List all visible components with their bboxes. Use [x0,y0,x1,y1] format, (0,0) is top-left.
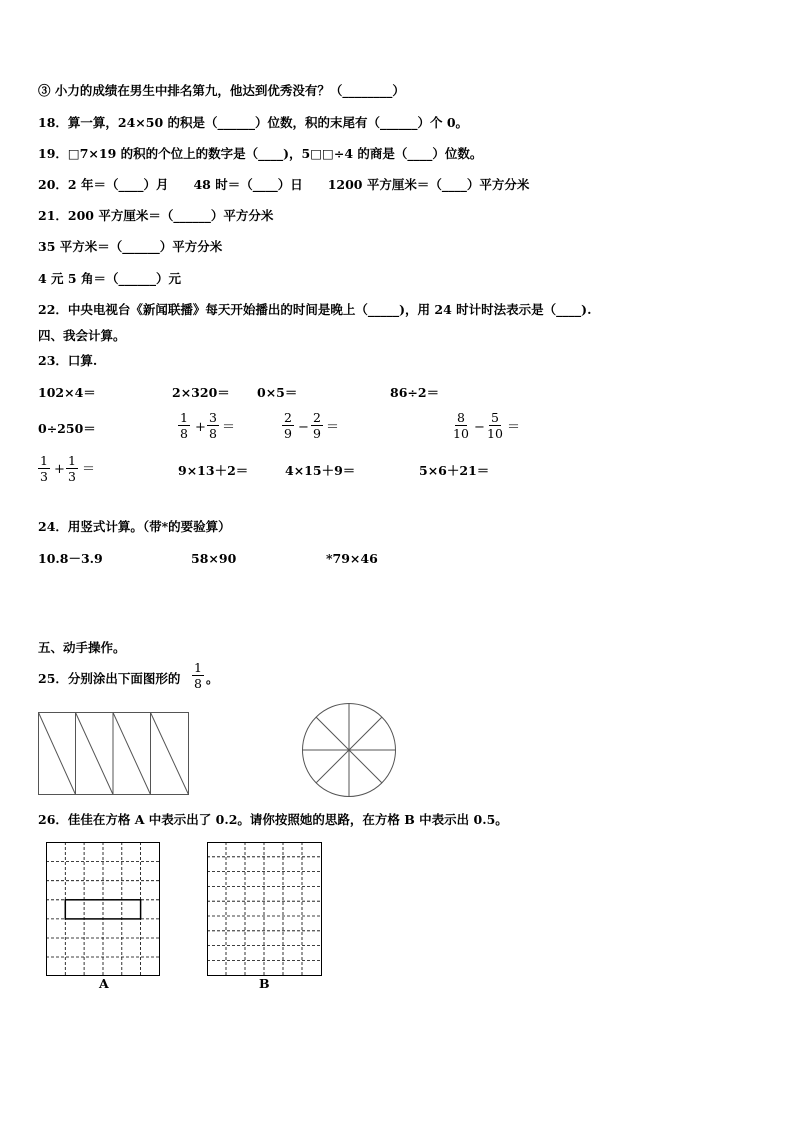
vertical-calc-item: 58×90 [191,551,237,566]
question-23: 23．口算. [38,353,98,368]
oral-item: 4×15＋9＝ [285,463,356,478]
section-5-heading: 五、动手操作。 [38,640,126,655]
grid-b-label: B [259,976,270,991]
fraction: $\frac{1}{8}$ [180,410,188,441]
question-26: 26．佳佳在方格 A 中表示出了 0.2。请你按照她的思路，在方格 B 中表示出 0.5。 [38,812,508,827]
question-19: 19．□7×19 的积的个位上的数字是（____)，5□□÷4 的商是（____）位数。 [38,146,483,161]
oral-item: 86÷2＝ [390,385,440,400]
question-21-line3: 4 元 5 角＝（______）元 [38,271,181,286]
equals: ＝ [82,462,96,477]
question-21: 21．200 平方厘米＝（______）平方分米 [38,208,274,223]
fraction: $\frac{2}{9}$ [284,410,292,441]
question-20: 20．2 年＝（____）月 48 时＝（____）日 1200 平方厘米＝（____）平方分米 [38,177,530,192]
fraction: $\frac{5}{10}$ [487,410,503,441]
question-18: 18．算一算，24×50 的积是（______）位数，积的末尾有（______）个 0。 [38,115,469,130]
fraction-one-eighth: $\frac{1}{8}$ [194,660,202,691]
question-25: 25．分别涂出下面图形的 [38,671,181,686]
oral-item: 102×4＝ [38,385,96,400]
grid-b[interactable] [207,842,322,976]
operator: − [474,420,485,435]
fraction: $\frac{2}{9}$ [313,410,321,441]
fraction: $\frac{1}{3}$ [68,453,76,484]
oral-item: 9×13＋2＝ [178,463,249,478]
question-24: 24．用竖式计算。（带*的要验算） [38,519,231,534]
equals: ＝ [326,420,340,435]
fraction: $\frac{8}{10}$ [453,410,469,441]
fraction: $\frac{3}{8}$ [209,410,217,441]
grid-a [46,842,160,976]
operator: + [195,420,206,435]
period: 。 [206,671,219,686]
equals: ＝ [507,420,521,435]
operator: + [54,462,65,477]
operator: − [298,420,309,435]
question-17-3: ③ 小力的成绩在男生中排名第九，他达到优秀没有？（________） [38,83,405,98]
section-4-heading: 四、我会计算。 [38,328,126,343]
oral-item: 0×5＝ [257,385,298,400]
question-22: 22．中央电视台《新闻联播》每天开始播出的时间是晚上（_____)，用 24 时计时法表示是（____). [38,302,592,317]
rectangle-figure[interactable] [38,712,190,796]
equals: ＝ [222,420,236,435]
vertical-calc-item: *79×46 [326,551,378,566]
oral-item: 2×320＝ [172,385,230,400]
circle-figure[interactable] [301,702,397,798]
question-21-line2: 35 平方米＝（______）平方分米 [38,239,223,254]
grid-a-label: A [99,976,109,991]
fraction: $\frac{1}{3}$ [40,453,48,484]
oral-item: 5×6＋21＝ [419,463,490,478]
vertical-calc-item: 10.8－3.9 [38,551,103,566]
oral-item: 0÷250＝ [38,421,96,436]
